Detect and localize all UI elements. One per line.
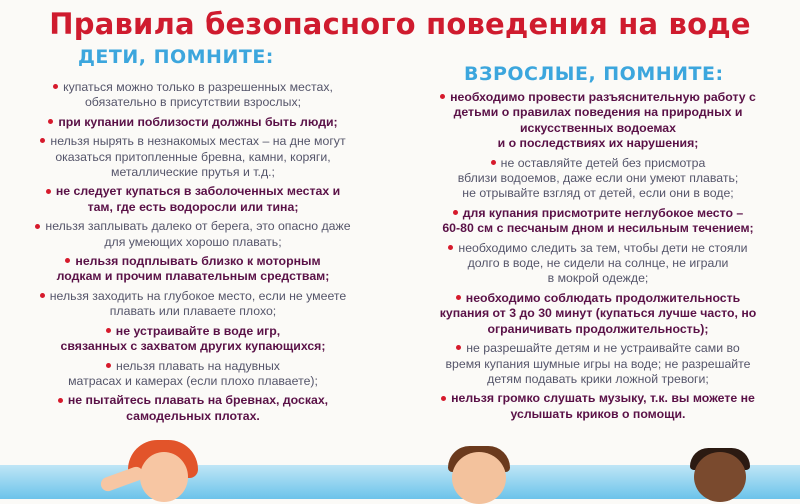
children-rule	[8, 254, 378, 285]
adults-rule-text: детям подавать крики ложной тревоги;	[487, 371, 709, 386]
adults-rule	[400, 291, 796, 337]
adults-rule-text: в мокрой одежде;	[547, 271, 649, 286]
adults-rule-line	[400, 291, 796, 306]
adults-rule-line	[400, 206, 796, 221]
adults-rule-text: не оставляйте детей без присмотра	[500, 155, 706, 170]
children-rule	[8, 134, 378, 180]
children-rule	[8, 359, 378, 390]
children-rule-line	[8, 80, 378, 95]
bullet-icon	[48, 119, 53, 124]
children-rule-text: нельзя плавать на надувных	[116, 358, 280, 373]
children-rule-text: самодельных плотах.	[126, 408, 260, 423]
bullet-icon	[46, 189, 51, 194]
children-rule-text: матрасах и камерах (если плохо плаваете);	[68, 373, 318, 388]
swimmer-girl-illustration	[140, 452, 188, 502]
adults-rule-line	[400, 306, 796, 321]
adults-rule	[400, 391, 796, 422]
children-rule-line	[8, 409, 378, 424]
adults-rule-text: 60-80 см с песчаным дном и несильным течением;	[442, 221, 754, 236]
children-rule	[8, 80, 378, 111]
adults-rule	[400, 156, 796, 202]
children-rule-text: нельзя заплывать далеко от берега, это опасно даже	[45, 219, 351, 234]
adults-rule-line	[400, 90, 796, 105]
adults-rule-text: искусственных водоемах	[520, 120, 676, 135]
children-rule-text: для умеющих хорошо плавать;	[104, 234, 282, 249]
adults-rule-text: необходимо провести разъяснительную работу с	[450, 90, 756, 104]
adults-rules-list	[400, 90, 796, 426]
adults-rule-line	[400, 322, 796, 337]
children-rule	[8, 393, 378, 424]
adults-rule-line	[400, 357, 796, 372]
children-rule-text: связанных с захватом других купающихся;	[60, 339, 326, 354]
children-rule-line	[8, 289, 378, 304]
adults-rule-line	[400, 186, 796, 201]
adults-rule-line	[400, 407, 796, 422]
bullet-icon	[35, 224, 40, 229]
adults-rule-text: необходимо следить за тем, чтобы дети не стояли	[458, 240, 748, 255]
poster-title: Правила безопасного поведения на воде	[49, 7, 751, 41]
adults-rule	[400, 341, 796, 387]
children-rule-line	[8, 134, 378, 149]
adults-heading: ВЗРОСЛЫЕ, ПОМНИТЕ:	[464, 63, 724, 85]
children-rule-text: плавать или плаваете плохо;	[109, 304, 277, 319]
children-rule	[8, 115, 378, 130]
swimmer-boy-illustration	[452, 452, 506, 504]
children-rule-text: не следует купаться в заболоченных местах и	[55, 184, 341, 199]
adults-rule-line	[400, 256, 796, 271]
children-rule-text: купаться можно только в разрешенных местах,	[63, 80, 333, 94]
adults-rule	[400, 90, 796, 152]
children-rule-text: обязательно в присутствии взрослых;	[84, 95, 302, 110]
children-rule-line	[8, 219, 378, 234]
bullet-icon	[456, 295, 461, 300]
adults-rule-text: не разрешайте детям и не устраивайте сами во	[466, 341, 740, 356]
bullet-icon	[491, 160, 496, 165]
children-rule-line	[8, 115, 378, 130]
children-rule-text: нельзя нырять в незнакомых местах – на дне могут	[50, 134, 346, 149]
adults-rule-line	[400, 241, 796, 256]
children-rule-line	[8, 269, 378, 284]
bullet-icon	[58, 398, 63, 403]
adults-rule-text: услышать криков о помощи.	[510, 406, 686, 421]
bullet-icon	[441, 396, 446, 401]
children-rule-line	[8, 200, 378, 215]
children-rule-line	[8, 95, 378, 110]
bullet-icon	[53, 84, 58, 89]
adults-rule-text: купания от 3 до 30 минут (купаться лучше часто, но	[439, 306, 757, 321]
children-rule-line	[8, 254, 378, 269]
children-rule	[8, 219, 378, 250]
adults-rule-text: ограничивать продолжительность);	[487, 321, 709, 336]
adults-rule-text: детьми о правилах поведения на природных и	[453, 105, 743, 120]
adults-rule-text: для купания присмотрите неглубокое место –	[462, 205, 744, 220]
bullet-icon	[106, 328, 111, 333]
adults-rule-text: и о последствиях их нарушения;	[497, 136, 699, 151]
adults-rule	[400, 241, 796, 287]
adults-rule-text: время купания шумные игры на воде; не разрешайте	[445, 356, 751, 371]
children-rule-text: лодкам и прочим плавательным средствам;	[56, 269, 330, 284]
children-rule-line	[8, 359, 378, 374]
children-rules-list	[8, 80, 378, 428]
children-rule	[8, 184, 378, 215]
children-rule	[8, 289, 378, 320]
adults-rule-line	[400, 341, 796, 356]
children-heading: ДЕТИ, ПОМНИТЕ:	[78, 46, 274, 68]
children-rule-line	[8, 374, 378, 389]
adults-rule-text: не отрывайте взгляд от детей, если они в воде;	[462, 186, 734, 201]
adults-rule-line	[400, 121, 796, 136]
adults-rule	[400, 206, 796, 237]
bullet-icon	[106, 363, 111, 368]
bullet-icon	[453, 210, 458, 215]
children-rule-line	[8, 339, 378, 354]
adults-rule-text: нельзя громко слушать музыку, т.к. вы можете не	[451, 391, 755, 406]
children-rule-text: металлические прутья и т.д.;	[111, 165, 275, 180]
children-rule-text: не пытайтесь плавать на бревнах, досках,	[67, 393, 329, 408]
adults-rule-line	[400, 136, 796, 151]
adults-rule-line	[400, 105, 796, 120]
adults-rule-line	[400, 372, 796, 387]
bullet-icon	[448, 245, 453, 250]
children-rule-text: там, где есть водоросли или тина;	[87, 199, 299, 214]
children-rule-line	[8, 304, 378, 319]
adults-rule-line	[400, 221, 796, 236]
bullet-icon	[456, 345, 461, 350]
children-rule-line	[8, 393, 378, 408]
adults-rule-line	[400, 391, 796, 406]
adults-rule-line	[400, 171, 796, 186]
children-rule-line	[8, 184, 378, 199]
children-rule-text: нельзя подплывать близко к моторным	[75, 254, 321, 269]
children-rule	[8, 324, 378, 355]
bullet-icon	[440, 94, 445, 99]
adults-rule-text: вблизи водоемов, даже если они умеют плавать;	[457, 171, 739, 186]
swimmer-kid-illustration	[694, 452, 746, 502]
adults-rule-line	[400, 156, 796, 171]
bullet-icon	[40, 293, 45, 298]
children-rule-text: оказаться притопленные бревна, камни, коряги,	[55, 149, 331, 164]
children-rule-line	[8, 235, 378, 250]
bullet-icon	[65, 258, 70, 263]
children-rule-text: при купании поблизости должны быть люди;	[58, 114, 338, 129]
adults-rule-line	[400, 271, 796, 286]
children-rule-text: нельзя заходить на глубокое место, если не умеете	[49, 288, 347, 303]
bullet-icon	[40, 138, 45, 143]
adults-rule-text: необходимо соблюдать продолжительность	[465, 290, 741, 305]
children-rule-line	[8, 324, 378, 339]
adults-rule-text: долго в воде, не сидели на солнце, не играли	[467, 256, 729, 271]
children-rule-text: не устраивайте в воде игр,	[115, 323, 281, 338]
children-rule-line	[8, 165, 378, 180]
children-rule-line	[8, 150, 378, 165]
